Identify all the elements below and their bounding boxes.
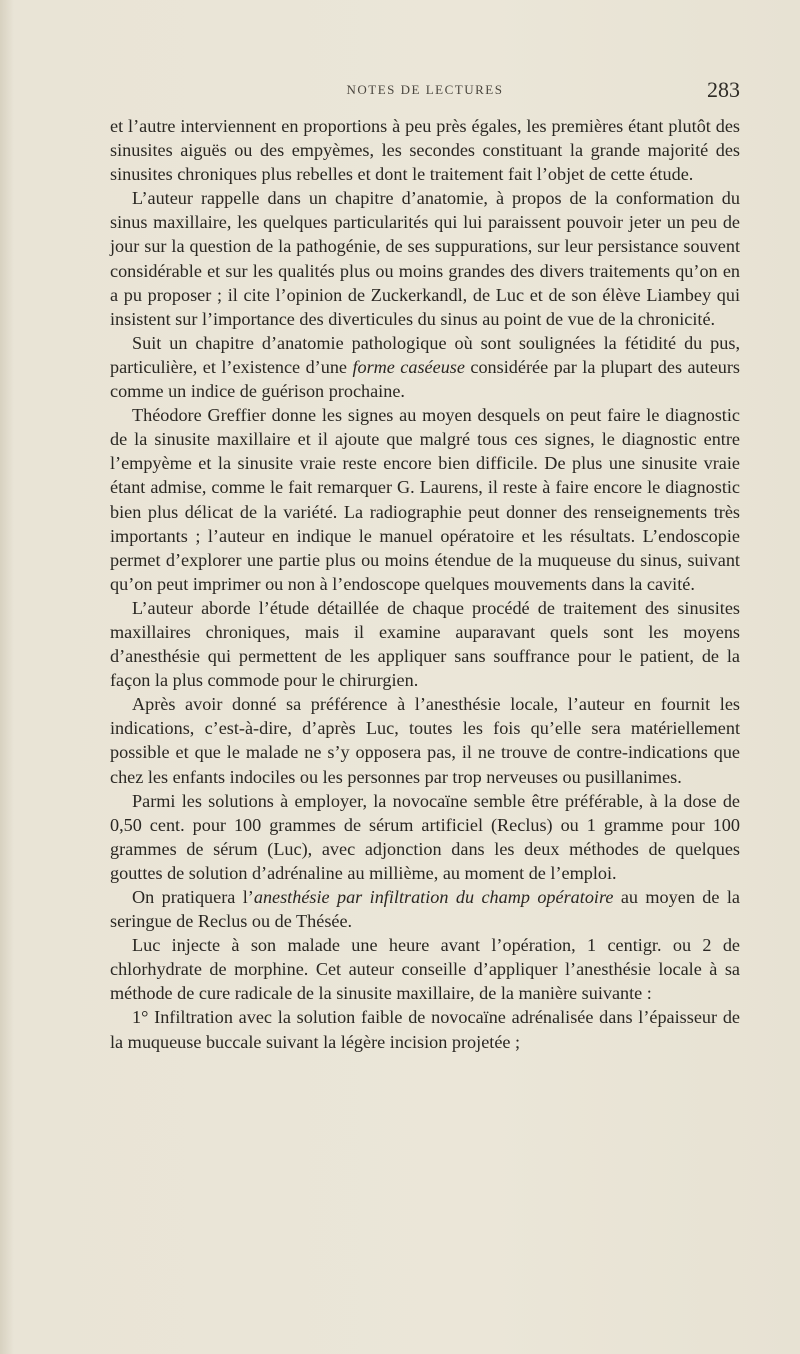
running-title: NOTES DE LECTURES (346, 82, 504, 97)
paragraph-8-text-before: On pratiquera l’ (132, 887, 254, 907)
paragraph-9: Luc injecte à son malade une heure avant l’opération, 1 centigr. ou 2 de chlorhydrate de morphine. Cet auteur conseille d’appliquer l’anesthésie locale à sa méthode de cure radicale de la sinusite maxillaire, de la manière suivante : (110, 935, 740, 1004)
paragraph-3-text-after: considérée par la plupart des auteurs comme un indice de guérison prochaine. (110, 356, 740, 402)
paragraph-4: Théodore Greffier donne les signes au moyen desquels on peut faire le diagnostic de la sinusite maxillaire et il ajoute que malgré tous ces signes, le diagnostic entre l’empyème et la sinusite vraie reste encore bien difficile. De plus une sinusite vraie étant admise, comme le fait remarquer G. Laurens, il reste à faire encore le diagnostic bien plus délicat de la variété. La radiographie peut donner des renseignements très importants ; l’auteur en indique le manuel opératoire et les résultats. L’endoscopie permet d’explorer une partie plus ou moins étendue de la muqueuse du sinus, suivant qu’on peut imprimer ou non à l’endoscope quelques mouvements dans la cavité. (110, 405, 740, 594)
page-header (110, 77, 740, 108)
paragraph-5: L’auteur aborde l’étude détaillée de chaque procédé de traitement des sinusites maxillaires chroniques, mais il examine auparavant quels sont les moyens d’anesthésie qui permettent de les appliquer sans souffrance pour le patient, de la façon la plus commode pour le chirurgien. (110, 597, 740, 691)
paragraph-3-text-before: Suit un chapitre d’anatomie pathologique où sont soulignées la fétidité du pus, particulière, et l’existence d’une (110, 332, 740, 377)
paragraph-10: 1° Infiltration avec la solution faible de novocaïne adrénalisée dans l’épaisseur de la muqueuse buccale suivant la légère incision projetée ; (110, 1007, 740, 1052)
page-number: 283 (707, 77, 740, 102)
paragraph-6: Après avoir donné sa préférence à l’anesthésie locale, l’auteur en fournit les indications, c’est-à-dire, d’après Luc, toutes les fois qu’elle sera matériellement possible et que le malade ne s’y opposera pas, il ne trouve de contre-indications que chez les enfants indociles ou les personnes par trop nerveuses ou pusillanimes. (110, 694, 740, 787)
paragraph-3 (110, 331, 740, 403)
paragraph-8-italic: anesthésie par infiltration du champ opératoire (253, 887, 614, 907)
paragraph-2: L’auteur rappelle dans un chapitre d’anatomie, à propos de la conformation du sinus maxillaire, les quelques particularités qui lui paraissent pouvoir jeter un peu de jour sur la question de la pathogénie, de ses suppurations, sur leur persistance souvent considérable et sur les qualités plus ou moins grandes des divers traitements qu’on en a pu proposer ; il cite l’opinion de Zuckerkandl, de Luc et de son élève Liambey qui insistent sur l’importance des diverticules du sinus au point de vue de la chronicité. (110, 188, 740, 329)
paragraph-3-italic: forme caséeuse (352, 356, 465, 377)
paragraph-7: Parmi les solutions à employer, la novocaïne semble être préférable, à la dose de 0,50 cent. pour 100 grammes de sérum artificiel (Reclus) ou 1 gramme pour 100 grammes de sérum (Luc), avec adjonction dans les deux méthodes de quelques gouttes de solution d’adrénaline au millième, au moment de l’emploi. (110, 790, 740, 883)
paragraph-1: et l’autre interviennent en proportions à peu près égales, les premières étant plutôt des sinusites aiguës ou des empyèmes, les secondes constituant la grande majorité des sinusites chroniques plus rebelles et dont le traitement fait l’objet de cette étude. (110, 116, 740, 185)
body-text (110, 114, 740, 1054)
paragraph-8-text-after: au moyen de la seringue de Reclus ou de Thésée. (110, 887, 740, 932)
paragraph-8 (110, 885, 740, 933)
